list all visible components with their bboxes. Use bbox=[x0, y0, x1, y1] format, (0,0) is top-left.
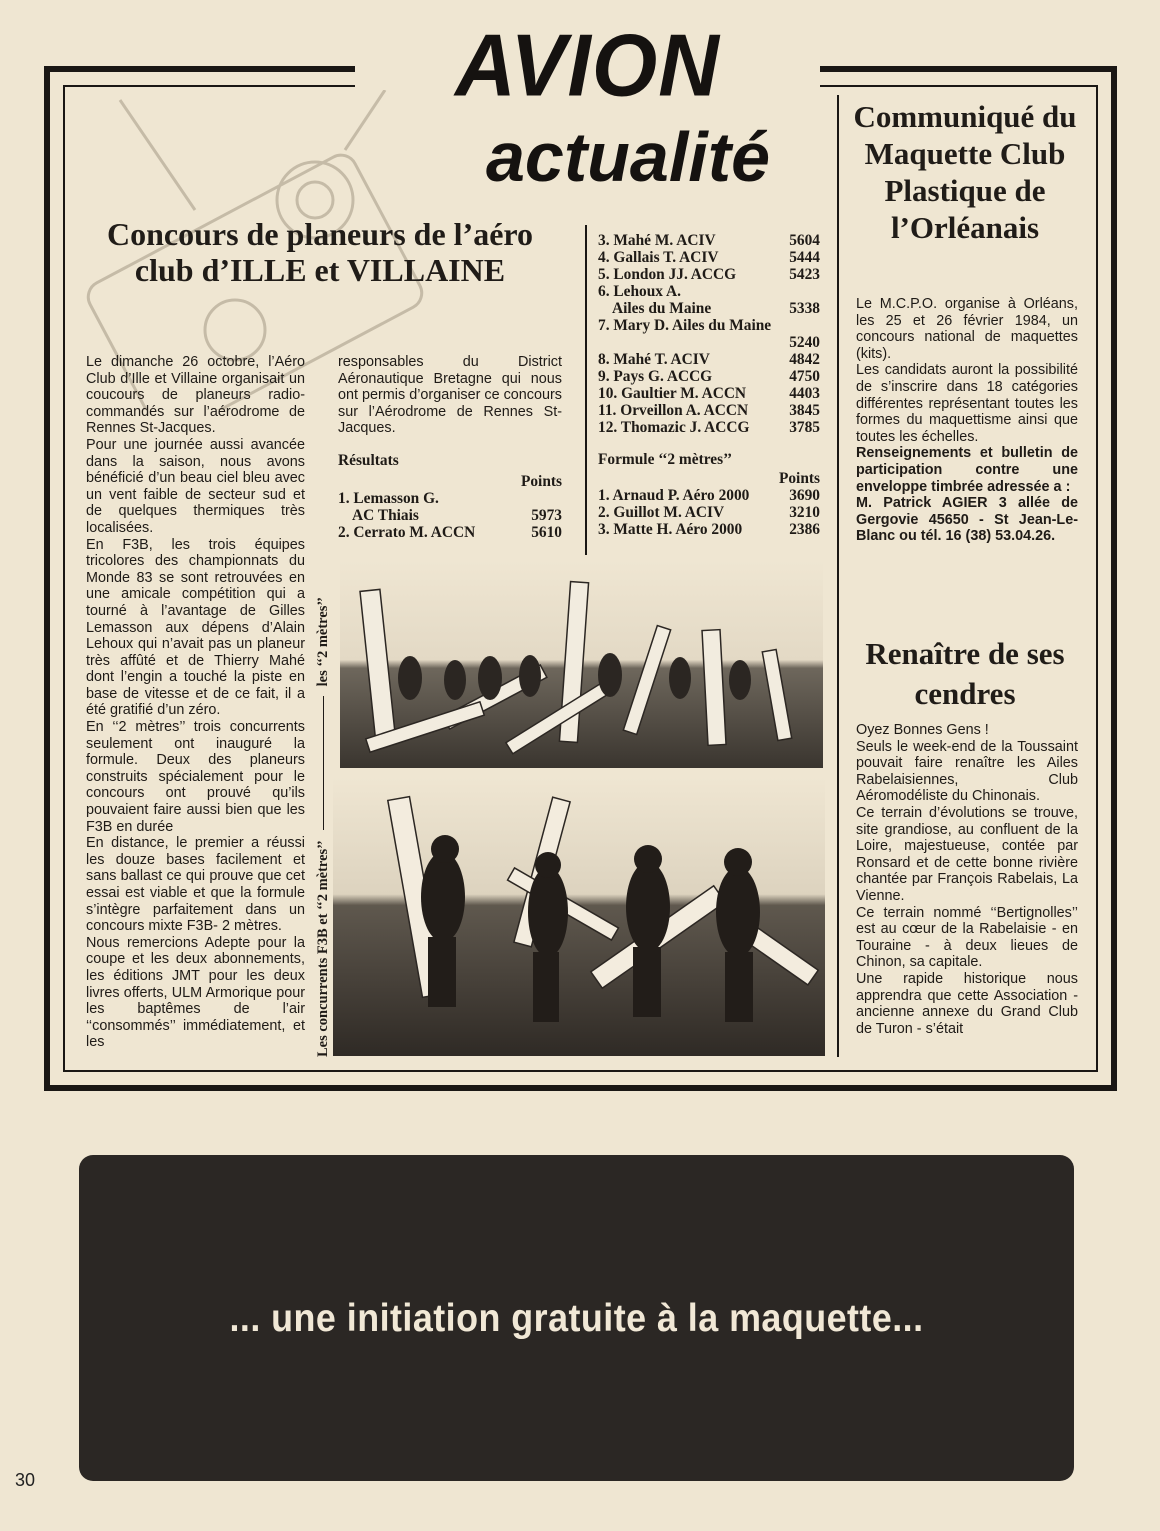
result-row bbox=[598, 249, 820, 266]
result-row bbox=[338, 490, 562, 524]
result-row bbox=[338, 524, 562, 541]
communique-title: Communiqué du Maquette Club Plastique de l’Orléanais bbox=[853, 99, 1077, 245]
result-name: 3. Matte H. Aéro 2000 bbox=[598, 521, 743, 538]
paragraph-bold: M. Patrick AGIER 3 allée de Gergovie 45650 - St Jean-Le-Blanc ou tél. 16 (38) 53.04.26. bbox=[856, 495, 1078, 545]
result-row bbox=[598, 521, 820, 538]
article-title: Concours de planeurs de l’aéro club d’ILLE et VILLAINE bbox=[106, 216, 534, 288]
result-points: 2386 bbox=[789, 521, 820, 538]
paragraph: Le dimanche 26 octobre, l’Aéro Club d’Ille et Villaine organisait un coucours de planeurs radio-commandés sur l’aérodrome de Rennes St-Jacques. bbox=[86, 354, 305, 437]
photo-caption-right: les ‘‘2 mètres’’ bbox=[315, 597, 331, 687]
promo-banner bbox=[79, 1155, 1074, 1481]
result-name: 9. Pays G. ACCG bbox=[598, 368, 713, 385]
paragraph: Les candidats auront la possibilité de s’inscrire dans 18 catégories différentes représentant toutes les formes du maquettisme ainsi que toutes les échelles. bbox=[856, 362, 1078, 445]
result-name: 11. Orveillon A. ACCN bbox=[598, 402, 749, 419]
result-points: 5338 bbox=[789, 300, 820, 317]
result-name: 3. Mahé M. ACIV bbox=[598, 232, 716, 249]
paragraph: Ce terrain d’évolutions se trouve, site grandiose, au confluent de la Loire, majestueuse, contée par Ronsard et de cette bonne rivière chantée par François Rabelais, La Vienne. bbox=[856, 804, 1078, 904]
result-points: 5423 bbox=[789, 266, 820, 283]
communique-body bbox=[856, 296, 1078, 545]
paragraph: Une rapide historique nous apprendra que cette Association - ancienne annexe du Grand Club de Turon - s’était bbox=[856, 970, 1078, 1037]
result-name: 8. Mahé T. ACIV bbox=[598, 351, 710, 368]
result-points: 5444 bbox=[789, 249, 820, 266]
result-name: 5. London JJ. ACCG bbox=[598, 266, 737, 283]
result-row bbox=[598, 351, 820, 368]
result-points: 3845 bbox=[789, 402, 820, 419]
result-row bbox=[598, 266, 820, 283]
results-heading: Résultats bbox=[338, 452, 399, 469]
result-points: 3210 bbox=[789, 504, 820, 521]
result-name: 10. Gaultier M. ACCN bbox=[598, 385, 747, 402]
renaitre-title: Renaître de ses cendres bbox=[865, 636, 1065, 711]
result-row bbox=[598, 504, 820, 521]
result-name: 2. Guillot M. ACIV bbox=[598, 504, 725, 521]
result-points: 3785 bbox=[789, 419, 820, 436]
result-name: 12. Thomazic J. ACCG bbox=[598, 419, 750, 436]
paragraph: Seuls le week-end de la Toussaint pouvait faire renaître les Ailes Rabelaisiennes, Club Aéromodéliste du Chinonais. bbox=[856, 738, 1078, 805]
result-club: AC Thiais bbox=[352, 507, 419, 524]
result-name: 7. Mary D. Ailes du Maine bbox=[598, 317, 772, 334]
result-points: 3690 bbox=[789, 487, 820, 504]
paragraph-bold: Renseignements et bulletin de participation contre une enveloppe timbrée adressée a : bbox=[856, 445, 1078, 495]
banner-text: ... une initiation gratuite à la maquette... bbox=[229, 1297, 924, 1340]
points-header: Points bbox=[520, 473, 562, 490]
result-row bbox=[598, 232, 820, 249]
result-name: 4. Gallais T. ACIV bbox=[598, 249, 719, 266]
page-number: 30 bbox=[15, 1470, 36, 1490]
result-points: 4403 bbox=[789, 385, 820, 402]
photo-caption bbox=[312, 597, 334, 1057]
paragraph: Oyez Bonnes Gens ! bbox=[856, 722, 989, 738]
paragraph: Nous remercions Adepte pour la coupe et les deux abonnements, les éditions JMT pour les deux livres offerts, ULM Armorique pour les baptêmes de l’air ‘‘consommés’’ immédiatement, et les bbox=[86, 934, 305, 1051]
result-points: 5610 bbox=[531, 524, 562, 541]
paragraph: Pour une journée aussi avancée dans la saison, nous avons bénéficié d’un beau ciel bleu avec un vent faible de secteur sud et de quelques thermiques très localisées. bbox=[86, 436, 305, 536]
formule-heading: Formule ‘‘2 mètres’’ bbox=[598, 451, 733, 468]
result-row bbox=[598, 317, 820, 334]
result-name: 6. Lehoux A. bbox=[598, 283, 681, 300]
result-name: 2. Cerrato M. ACCN bbox=[338, 524, 476, 541]
paragraph: En distance, le premier a réussi les douze bases facilement et sans ballast ce qui prouve que cet essai est viable et que la formule s’intègre parfaitement dans un concours mixte F3B- 2 mètres. bbox=[86, 835, 305, 935]
result-row bbox=[598, 402, 820, 419]
result-row bbox=[598, 300, 820, 317]
photo-caption-left: Les concurrents F3B et ‘‘2 mètres’’ bbox=[315, 840, 331, 1057]
paragraph: En F3B, les trois équipes tricolores des championnats du Monde 83 se sont retrouvées en une amicale compétition qui a tourné à l’avantage de Gilles Lemasson aux dépens d’Alain Lehoux qui n’avait pas un planeur très affûté et de Thierry Mahé dont l’engin a touché la piste en base de vitesse et de ce fait, il a été gratifié d’un zéro. bbox=[86, 536, 305, 719]
results-block bbox=[338, 452, 562, 541]
column-rule bbox=[585, 225, 587, 555]
result-row bbox=[598, 368, 820, 385]
caption-dash bbox=[323, 696, 324, 830]
paragraph: responsables du District Aéronautique Bretagne qui nous ont permis d’organiser ce concours sur l’Aérodrome de Rennes St-Jacques. bbox=[338, 354, 562, 437]
paragraph: Ce terrain nommé ‘‘Bertignolles’’ est au cœur de la Rabelaisie - en Touraine - à deux lieues de Chinon, sa capitale. bbox=[856, 904, 1078, 971]
result-row bbox=[598, 334, 820, 351]
column-rule bbox=[837, 95, 839, 1057]
article-column-2 bbox=[338, 354, 562, 437]
result-name: 1. Arnaud P. Aéro 2000 bbox=[598, 487, 750, 504]
result-row bbox=[598, 419, 820, 436]
result-points: 4842 bbox=[789, 351, 820, 368]
photo-four-pilots bbox=[333, 777, 825, 1056]
renaitre-body bbox=[856, 722, 1078, 1037]
paragraph: Le M.C.P.O. organise à Orléans, les 25 et 26 février 1984, un concours national de maquettes (kits). bbox=[856, 296, 1078, 362]
result-name: Ailes du Maine bbox=[612, 300, 712, 317]
result-points: 5240 bbox=[789, 334, 820, 351]
masthead-title: AVION bbox=[455, 15, 720, 115]
result-name: 1. Lemasson G. bbox=[338, 490, 439, 507]
paragraph: En ‘‘2 mètres’’ trois concurrents seulement ont inauguré la formule. Deux des planeurs construits spécialement pour le concours ont prouvé qu’ils pouvaient faire aussi bien que les F3B en durée bbox=[86, 719, 305, 835]
result-row bbox=[598, 385, 820, 402]
result-points: 4750 bbox=[789, 368, 820, 385]
result-points: 5973 bbox=[531, 507, 562, 524]
masthead-subtitle: actualité bbox=[486, 118, 770, 196]
result-row bbox=[598, 283, 820, 300]
photo-gliders-group bbox=[340, 560, 823, 768]
result-row bbox=[598, 487, 820, 504]
points-header: Points bbox=[778, 470, 820, 487]
article-column-1 bbox=[86, 354, 305, 1051]
results-continued bbox=[598, 232, 820, 538]
result-points: 5604 bbox=[789, 232, 820, 249]
